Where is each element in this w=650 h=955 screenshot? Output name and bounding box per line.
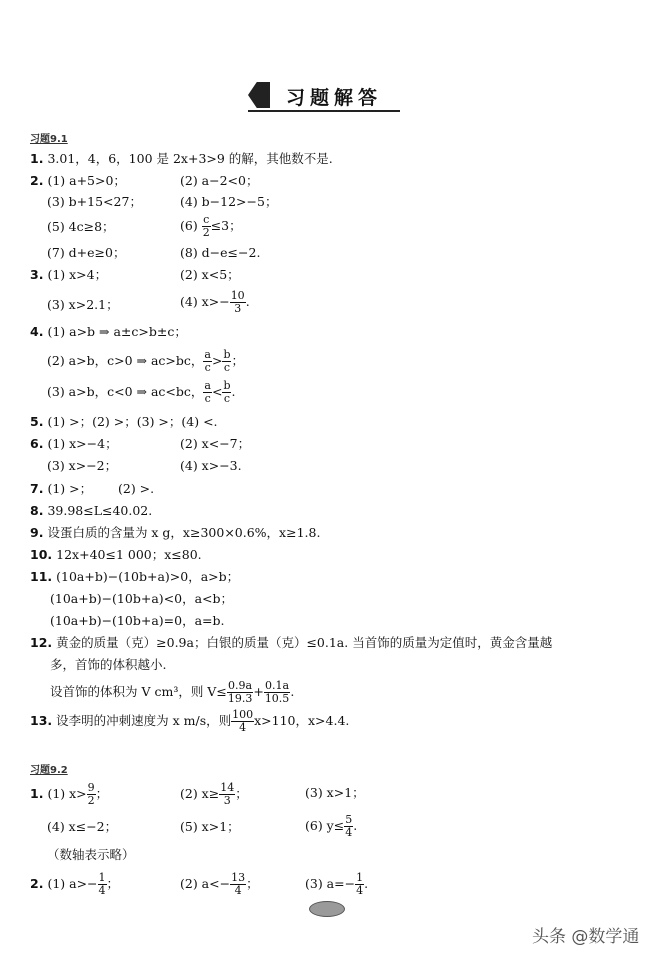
answer-part: (2) x<−7； [180,436,251,451]
answer-part: (3) b+15<27； [47,194,142,209]
fraction [227,680,254,705]
answer-part [180,782,248,807]
watermark: 头条 @数学通 [532,927,640,947]
denominator: 3 [234,302,242,315]
answer-part [305,872,368,897]
answer-part [180,290,250,315]
numerator: 10 [230,289,245,302]
item-number: 2. [30,876,44,891]
numerator: b [223,348,231,361]
denominator: 4 [356,884,364,897]
numerator: 0.9a [228,679,253,692]
fraction [202,214,211,239]
part-label: 设首饰的体积为 V cm³，则 V≤ [50,684,227,699]
answer-text: 12x+40≤1 000；x≤80. [56,547,202,562]
answer-part: (3) x>1； [305,785,365,800]
operator: < [211,384,223,399]
part-label: (3) a=− [305,876,356,891]
denominator: 4 [239,721,247,734]
item-number: 11. [30,569,53,584]
part-tail: ； [231,353,244,368]
title-marker-icon [248,82,270,108]
part-label: (4) x>− [180,294,230,309]
answer-text: 39.98≤L≤40.02. [47,503,153,518]
answer-part: (10a+b)−(10b+a)=0，a=b. [50,613,225,628]
item-number: 12. [30,635,53,650]
part-tail: ≤3； [210,218,242,233]
fraction [355,872,364,897]
denominator: c [223,392,231,405]
answer-part: (8) d−e≤−2. [180,245,261,260]
answer-text: 3.01，4，6，100 是 2x+3>9 的解，其他数不是. [47,151,333,166]
fraction [344,814,353,839]
part-tail: ； [106,876,120,891]
answer-part: (1) a>b ⇒ a±c>b±c； [47,324,187,339]
part-label: (2) a>b，c>0 ⇒ ac>bc， [47,353,204,368]
numerator: 13 [231,871,246,884]
fraction [230,872,246,897]
numerator: 14 [220,781,235,794]
answer-6-row-1 [30,435,118,453]
denominator: 2 [87,794,95,807]
answer-13 [30,709,349,734]
answer-part: (2) a−2<0； [180,173,259,188]
item-number: 5. [30,414,44,429]
answer-part: (1) >； [47,481,93,496]
part-label: (2) x≥ [180,786,220,801]
numerator: 100 [232,708,254,721]
numerator: 0.1a [265,679,290,692]
fraction [219,782,235,807]
part-tail: ； [246,876,259,891]
numerator: a [204,348,211,361]
answer-4-row-1 [30,323,187,341]
denominator: 19.3 [227,692,253,705]
item-number: 8. [30,503,44,518]
answer-part: (1) a+5>0； [47,173,126,188]
item-number: 10. [30,547,53,562]
answer-9 [30,524,320,542]
item-number: 1. [30,151,44,166]
title-text: 习题解答 [286,87,383,109]
answer-part [47,380,235,405]
page-number-ornament [309,901,345,917]
answer-text: (1) >；(2) >；(3) >；(4) <. [47,414,218,429]
section-heading-9-2: 习题9.2 [30,765,68,776]
answer-3-row-1 [30,266,107,284]
answer-part [305,814,357,839]
answer-part: (4) x≤−2； [47,819,118,834]
item-number: 1. [30,786,44,801]
answer-text: 多，首饰的体积越小. [50,657,167,672]
answer-part: (3) x>2.1； [47,297,119,312]
answer-part: (4) b−12>−5； [180,194,278,209]
part-label: (1) x> [47,786,87,801]
answer-part: (2) >. [118,481,155,496]
answer-text: x>110，x>4.4. [254,713,350,728]
item-number: 3. [30,267,44,282]
answer-1 [30,150,333,168]
numerator: a [204,379,211,392]
fraction [98,872,107,897]
answer-text: 设蛋白质的含量为 x g，x≥300×0.6%，x≥1.8. [47,525,321,540]
part-label: (3) a>b，c<0 ⇒ ac<bc， [47,384,204,399]
denominator: 4 [234,884,242,897]
numerator: c [203,213,210,226]
answer-part: (3) x>−2； [47,458,118,473]
numerator: 5 [345,813,353,826]
answer-part: (7) d+e≥0； [47,245,126,260]
part-tail: . [353,818,358,833]
answer-part [180,872,259,897]
denominator: c [204,392,211,405]
item-number: 2. [30,173,44,188]
s2-answer-1-row-1 [30,782,108,807]
fraction [264,680,291,705]
numerator: 1 [356,871,364,884]
answer-10 [30,546,202,564]
answer-part [180,214,242,239]
answer-part: (1) x>4； [47,267,108,282]
s2-answer-2 [30,872,119,897]
denominator: 10.5 [264,692,290,705]
denominator: 4 [98,884,106,897]
answer-12-formula [50,680,294,705]
answer-12-row-1 [30,634,552,652]
answer-part: (1) x>−4； [47,436,118,451]
operator: > [211,353,223,368]
denominator: 4 [345,826,353,839]
fraction [231,709,254,734]
answer-part: (10a+b)−(10b+a)>0，a>b； [56,569,240,584]
part-tail: ； [95,786,109,801]
denominator: c [223,361,231,374]
fraction [230,290,246,315]
answer-text: 设李明的冲刺速度为 x m/s，则 [56,713,232,728]
part-tail: ； [235,786,248,801]
fraction [87,782,96,807]
part-label: (1) a>− [47,876,98,891]
answer-11-row-1 [30,568,239,586]
numerator: 1 [98,871,106,884]
title-underline [248,110,400,112]
part-label: (6) y≤ [305,818,345,833]
answer-8 [30,502,152,520]
item-number: 6. [30,436,44,451]
answer-part: (5) 4c≥8； [47,219,115,234]
operator: + [253,684,264,699]
answer-7 [30,480,92,498]
page-title [248,78,400,112]
denominator: 2 [202,226,210,239]
part-tail: . [245,294,250,309]
denominator: c [204,361,211,374]
item-number: 9. [30,525,44,540]
answer-part: (5) x>1； [180,819,240,834]
numerator: 9 [87,781,95,794]
item-number: 13. [30,713,53,728]
section-heading-9-1: 习题9.1 [30,134,68,145]
fraction [203,380,212,405]
part-tail: . [364,876,369,891]
note-text: （数轴表示略） [47,847,135,862]
item-number: 7. [30,481,44,496]
answer-part [47,349,244,374]
part-label: (2) a<− [180,876,231,891]
answer-part: (4) x>−3. [180,458,242,473]
answer-part: (2) x<5； [180,267,240,282]
fraction [203,349,212,374]
part-tail: . [290,684,295,699]
part-label: (6) [180,218,198,233]
item-number: 4. [30,324,44,339]
answer-text: 黄金的质量（克）≥0.9a；白银的质量（克）≤0.1a. 当首饰的质量为定值时，黄金含量越 [56,635,553,650]
part-tail: . [231,384,236,399]
answer-2-row-1 [30,172,126,190]
answer-part: (10a+b)−(10b+a)<0，a<b； [50,591,234,606]
numerator: b [223,379,231,392]
answer-5 [30,413,218,431]
denominator: 3 [223,794,231,807]
